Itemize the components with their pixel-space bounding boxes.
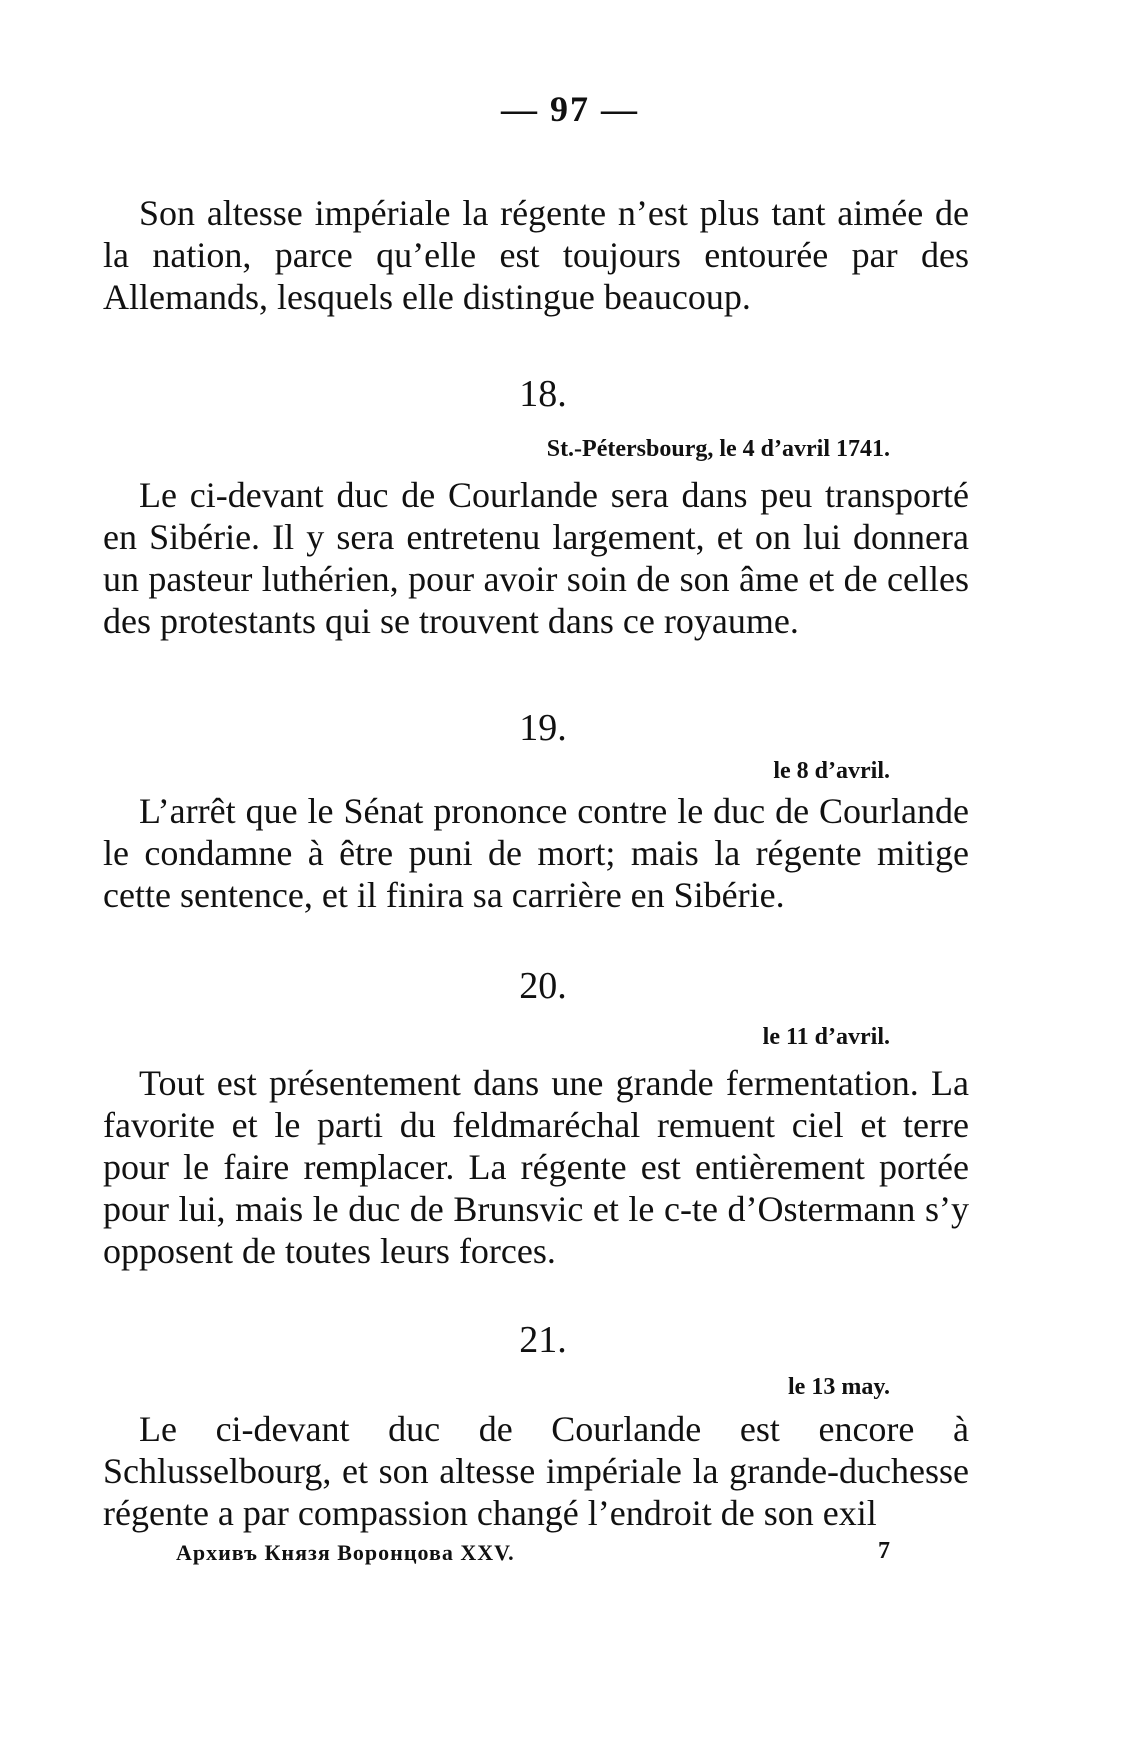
entry-dateline: le 11 d’avril.	[762, 1024, 890, 1050]
entry-dateline: le 8 d’avril.	[773, 758, 890, 784]
entry-number: 19.	[519, 707, 567, 749]
entry-dateline: le 13 may.	[788, 1374, 890, 1400]
sheet-mark: 7	[878, 1538, 890, 1564]
entry-text: Le ci-devant duc de Courlande sera dans peu transporté en Sibérie. Il y sera entretenu largement, et on lui donnera un pasteur luthérien, pour avoir soin de son âme et de celles des protestants qui se trouvent dans ce royaume.	[103, 475, 969, 641]
opening-paragraph: Son altesse impériale la régente n’est plus tant aimée de la nation, parce qu’elle est toujours entourée par des Allemands, lesquels elle distingue beaucoup.	[103, 193, 969, 317]
entry-number: 18.	[519, 373, 567, 415]
entry-text: L’arrêt que le Sénat prononce contre le duc de Courlande le condamne à être puni de mort; mais la régente mitige cette sentence, et il finira sa carrière en Sibérie.	[103, 791, 969, 915]
entry-text: Le ci-devant duc de Courlande est encore à Schlusselbourg, et son altesse impériale la grande-duchesse régente a par compassion changé l’endroit de son exil	[103, 1409, 969, 1533]
page-number: — 97 —	[501, 89, 639, 129]
archive-signature-footer: Архивъ Князя Воронцова XXV.	[176, 1540, 515, 1565]
entry-dateline: St.-Pétersbourg, le 4 d’avril 1741.	[546, 436, 890, 462]
entry-text: Tout est présentement dans une grande fermentation. La favorite et le parti du feldmaréchal remuent ciel et terre pour le faire remplacer. La régente est entièrement portée pour lui, mais le duc de Brunsvic et le c-te d’Ostermann s’y opposent de toutes leurs forces.	[103, 1063, 969, 1271]
entry-number: 20.	[519, 965, 567, 1007]
entry-number: 21.	[519, 1319, 567, 1361]
